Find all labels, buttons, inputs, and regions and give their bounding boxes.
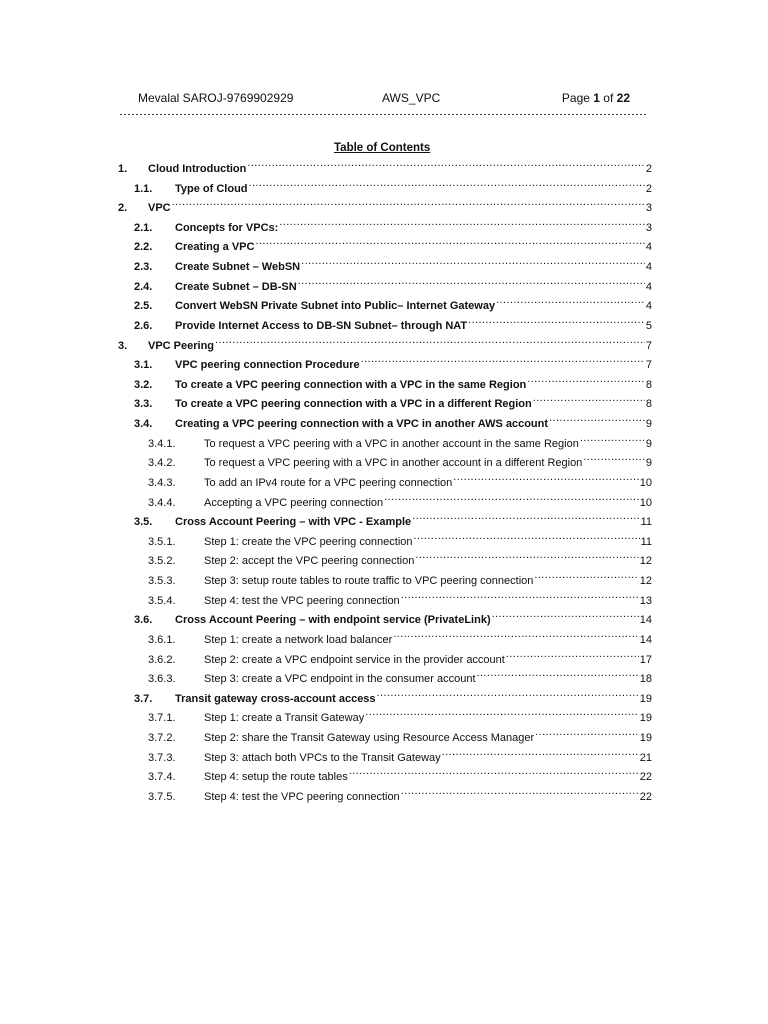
toc-entry-title[interactable]: To create a VPC peering connection with a VPC in the same Region — [175, 378, 527, 391]
toc-dot-leader — [361, 351, 645, 368]
toc-entry[interactable] — [118, 783, 652, 803]
page-current: 1 — [593, 91, 600, 105]
toc-entry-number: 3.1. — [134, 359, 153, 372]
toc-entry-page[interactable]: 7 — [645, 359, 652, 372]
toc-entry-title[interactable]: Cross Account Peering – with VPC - Example — [175, 516, 412, 529]
toc-entry-title[interactable]: VPC Peering — [148, 339, 215, 352]
toc-entry-page[interactable]: 14 — [639, 633, 652, 646]
toc-entry-number: 3.7.3. — [148, 751, 176, 764]
toc-dot-leader — [384, 489, 639, 506]
toc-entry-number: 3.4. — [134, 418, 153, 431]
toc-entry-number: 3.5. — [134, 516, 153, 529]
toc-dot-leader — [298, 273, 645, 290]
toc-entry-page[interactable]: 2 — [645, 163, 652, 175]
toc-entry-title[interactable]: Cross Account Peering – with endpoint service (PrivateLink) — [175, 614, 491, 627]
toc-entry-title[interactable]: VPC peering connection Procedure — [175, 359, 360, 372]
toc-entry[interactable] — [118, 449, 652, 470]
toc-entry-page[interactable]: 9 — [645, 418, 652, 431]
toc-entry-number: 1.1. — [134, 182, 153, 195]
toc-entry[interactable] — [118, 410, 652, 431]
toc-entry-title[interactable]: Step 1: create a Transit Gateway — [204, 712, 365, 725]
toc-entry-title[interactable]: Creating a VPC peering connection with a VPC in another AWS account — [175, 418, 549, 431]
toc-dot-leader — [412, 508, 639, 525]
toc-entry-page[interactable]: 19 — [639, 692, 652, 705]
toc-entry-title[interactable]: Step 1: create a network load balancer — [204, 633, 393, 646]
toc-entry-title[interactable]: Step 4: test the VPC peering connection — [204, 594, 400, 607]
page-total: 22 — [616, 91, 630, 105]
toc-entry-number: 3.5.2. — [148, 555, 176, 568]
toc-dot-leader — [442, 744, 639, 761]
toc-entry-number: 3.7.1. — [148, 712, 176, 725]
toc-dot-leader — [365, 704, 639, 721]
toc-entry-number: 3.6. — [134, 614, 153, 627]
toc-entry[interactable] — [118, 194, 652, 215]
toc-entry[interactable] — [118, 214, 652, 234]
toc-entry-number: 3.4.2. — [148, 457, 176, 470]
toc-dot-leader — [535, 724, 639, 741]
header-divider — [120, 114, 647, 116]
toc-entry-page[interactable]: 19 — [639, 731, 652, 744]
toc-entry-number: 3.5.3. — [148, 575, 176, 588]
toc-entry-title[interactable]: Provide Internet Access to DB-SN Subnet– through NAT — [175, 319, 468, 332]
toc-entry-number: 2.4. — [134, 280, 153, 293]
toc-title: Table of Contents — [334, 142, 431, 154]
toc-entry[interactable] — [118, 351, 652, 372]
toc-entry-page[interactable]: 14 — [639, 614, 652, 627]
toc-entry[interactable] — [118, 547, 652, 568]
toc-entry-title[interactable]: Create Subnet – WebSN — [175, 261, 301, 274]
toc-entry-page[interactable]: 4 — [645, 280, 652, 293]
toc-dot-leader — [279, 214, 645, 231]
toc-entry-title[interactable]: Step 2: create a VPC endpoint service in the provider account — [204, 653, 505, 666]
toc-entry-title[interactable]: To request a VPC peering with a VPC in another account in the same Region — [204, 437, 579, 450]
toc-entry[interactable] — [118, 312, 652, 332]
toc-entry-number: 3.7.5. — [148, 790, 176, 803]
toc-entry-number: 3.3. — [134, 398, 153, 411]
toc-entry-title[interactable]: Creating a VPC — [175, 241, 255, 254]
toc-entry[interactable] — [118, 528, 652, 548]
toc-entry-page[interactable]: 13 — [639, 594, 652, 607]
toc-entry[interactable] — [118, 685, 652, 705]
page-of: of — [599, 91, 617, 105]
toc-entry[interactable] — [118, 292, 652, 313]
toc-entry-title[interactable]: To create a VPC peering connection with a VPC in a different Region — [175, 398, 532, 411]
toc-entry-title[interactable]: Concepts for VPCs: — [175, 221, 279, 234]
toc-entry[interactable] — [118, 273, 652, 293]
toc-entry-title[interactable]: VPC — [148, 202, 171, 215]
toc-entry-page[interactable]: 3 — [645, 221, 652, 234]
toc-entry-number: 2.3. — [134, 261, 153, 274]
toc-entry[interactable] — [118, 567, 652, 588]
toc-entry-number: 3.4.4. — [148, 496, 176, 509]
toc-entry-number: 2.5. — [134, 300, 153, 313]
toc-entry-page[interactable]: 12 — [639, 555, 652, 568]
toc-dot-leader — [377, 685, 639, 702]
toc-entry[interactable] — [118, 390, 652, 411]
toc-dot-leader — [549, 410, 645, 427]
toc-entry[interactable] — [118, 175, 652, 195]
page-indicator — [562, 91, 630, 105]
toc-entry[interactable] — [118, 430, 652, 450]
toc-dot-leader — [414, 528, 640, 545]
toc-dot-leader — [215, 332, 645, 349]
toc-entry-title[interactable]: Cloud Introduction — [148, 163, 247, 175]
toc-entry-number: 3.4.1. — [148, 437, 176, 450]
toc-entry-title[interactable]: Step 1: create the VPC peering connection — [204, 535, 413, 548]
toc-dot-leader — [496, 292, 645, 309]
toc-dot-leader — [527, 371, 645, 388]
toc-entry-title[interactable]: Step 3: setup route tables to route traffic to VPC peering connection — [204, 575, 534, 588]
toc-entry-page[interactable]: 22 — [639, 790, 652, 803]
toc-entry-number: 3.7. — [134, 692, 153, 705]
toc-dot-leader — [393, 626, 638, 643]
toc-entry-page[interactable]: 8 — [645, 398, 652, 411]
toc-entry-number: 3.5.4. — [148, 594, 176, 607]
toc-entry[interactable] — [118, 724, 652, 744]
toc-dot-leader — [415, 547, 638, 564]
toc-dot-leader — [401, 783, 639, 800]
toc-entry-title[interactable]: Type of Cloud — [175, 182, 248, 195]
toc-entry-title[interactable]: Step 3: create a VPC endpoint in the consumer account — [204, 673, 476, 686]
toc-entry[interactable] — [118, 763, 652, 784]
toc-entry-page[interactable]: 9 — [645, 437, 652, 450]
toc-entry[interactable] — [118, 253, 652, 274]
toc-entry-number: 3.6.2. — [148, 653, 176, 666]
toc-entry-page[interactable]: 11 — [640, 516, 652, 529]
toc-entry-page[interactable]: 18 — [639, 673, 652, 686]
toc-entry-number: 3.7.2. — [148, 731, 176, 744]
toc-entry-title[interactable]: To add an IPv4 route for a VPC peering connection — [204, 476, 453, 489]
toc-dot-leader — [533, 390, 645, 407]
author-contact: Mevalal SAROJ-9769902929 — [138, 91, 294, 105]
toc-entry-number: 2.6. — [134, 319, 153, 332]
toc-entry-page[interactable]: 11 — [640, 535, 652, 548]
toc-dot-leader — [401, 587, 639, 604]
toc-entry-number: 3.6.3. — [148, 673, 176, 686]
toc-dot-leader — [255, 233, 644, 250]
toc-dot-leader — [349, 763, 639, 780]
toc-entry-title[interactable]: Step 2: share the Transit Gateway using Resource Access Manager — [204, 731, 535, 744]
toc-entry-number: 1. — [118, 163, 128, 175]
toc-entry[interactable] — [118, 646, 652, 666]
toc-entry[interactable] — [118, 744, 652, 764]
document-title: AWS_VPC — [382, 91, 441, 105]
toc-entry-page[interactable]: 4 — [645, 261, 652, 274]
toc-dot-leader — [453, 469, 638, 486]
toc-entry-title[interactable]: Step 4: setup the route tables — [204, 771, 348, 784]
toc-entry[interactable] — [118, 489, 652, 509]
toc-entry-page[interactable]: 22 — [639, 771, 652, 784]
toc-dot-leader — [172, 194, 645, 211]
toc-entry-page[interactable]: 7 — [645, 339, 652, 352]
toc-entry-page[interactable]: 21 — [639, 751, 652, 764]
toc-entry[interactable] — [118, 587, 652, 607]
toc-entry-number: 3.6.1. — [148, 633, 176, 646]
toc-entry-number: 3.4.3. — [148, 476, 176, 489]
toc-entry-page[interactable]: 10 — [639, 496, 652, 509]
toc-entry-title[interactable]: Create Subnet – DB-SN — [175, 280, 297, 293]
toc-entry-page[interactable]: 4 — [645, 241, 652, 254]
toc-entry-number: 2.1. — [134, 221, 153, 234]
toc-dot-leader — [580, 430, 645, 447]
toc-entry[interactable] — [118, 626, 652, 646]
toc-entry-title[interactable]: Accepting a VPC peering connection — [204, 496, 384, 509]
toc-dot-leader — [477, 665, 639, 682]
toc-dot-leader — [506, 646, 639, 663]
toc-dot-leader — [534, 567, 638, 584]
toc-entry-page[interactable]: 12 — [639, 575, 652, 588]
page-header — [120, 91, 646, 107]
toc-entry-title[interactable]: Convert WebSN Private Subnet into Public– Internet Gateway — [175, 300, 496, 313]
toc-entry-page[interactable]: 5 — [645, 319, 652, 332]
page-prefix: Page — [561, 91, 594, 105]
toc-entry-page[interactable]: 3 — [645, 202, 652, 215]
toc-entry-number: 2. — [118, 202, 128, 215]
toc-entry[interactable] — [118, 508, 652, 529]
toc-entry[interactable] — [118, 606, 652, 627]
toc-entry-page[interactable]: 9 — [645, 457, 652, 470]
toc-entry-title[interactable]: Step 4: test the VPC peering connection — [204, 790, 400, 803]
toc-entry[interactable] — [118, 155, 652, 175]
toc-entry[interactable] — [118, 704, 652, 725]
toc-entry-title[interactable]: Step 3: attach both VPCs to the Transit Gateway — [204, 751, 441, 764]
toc-entry-page[interactable]: 17 — [639, 653, 652, 666]
toc-entry-page[interactable]: 19 — [639, 712, 652, 725]
toc-entry-number: 3. — [118, 339, 128, 352]
toc-dot-leader — [247, 155, 645, 172]
toc-entry-title[interactable]: To request a VPC peering with a VPC in another account in a different Region — [204, 457, 583, 470]
toc-entry[interactable] — [118, 332, 652, 352]
toc-dot-leader — [583, 449, 645, 466]
toc-dot-leader — [492, 606, 639, 623]
toc-entry-number: 2.2. — [134, 241, 153, 254]
toc-entry-page[interactable]: 8 — [645, 378, 652, 391]
toc-entry-number: 3.2. — [134, 378, 153, 391]
toc-entry-title[interactable]: Transit gateway cross-account access — [175, 692, 376, 705]
toc-entry-page[interactable]: 2 — [645, 182, 652, 195]
toc-entry-number: 3.5.1. — [148, 535, 176, 548]
toc-entry[interactable] — [118, 371, 652, 391]
toc-entry-page[interactable]: 10 — [639, 476, 652, 489]
toc-dot-leader — [301, 253, 645, 270]
toc-entry-number: 3.7.4. — [148, 771, 176, 784]
toc-dot-leader — [249, 175, 645, 192]
toc-entry[interactable] — [118, 233, 652, 254]
toc-entry-page[interactable]: 4 — [645, 300, 652, 313]
toc-entry-title[interactable]: Step 2: accept the VPC peering connection — [204, 555, 415, 568]
toc-entry[interactable] — [118, 469, 652, 489]
toc-entry[interactable] — [118, 665, 652, 686]
toc-dot-leader — [468, 312, 645, 329]
